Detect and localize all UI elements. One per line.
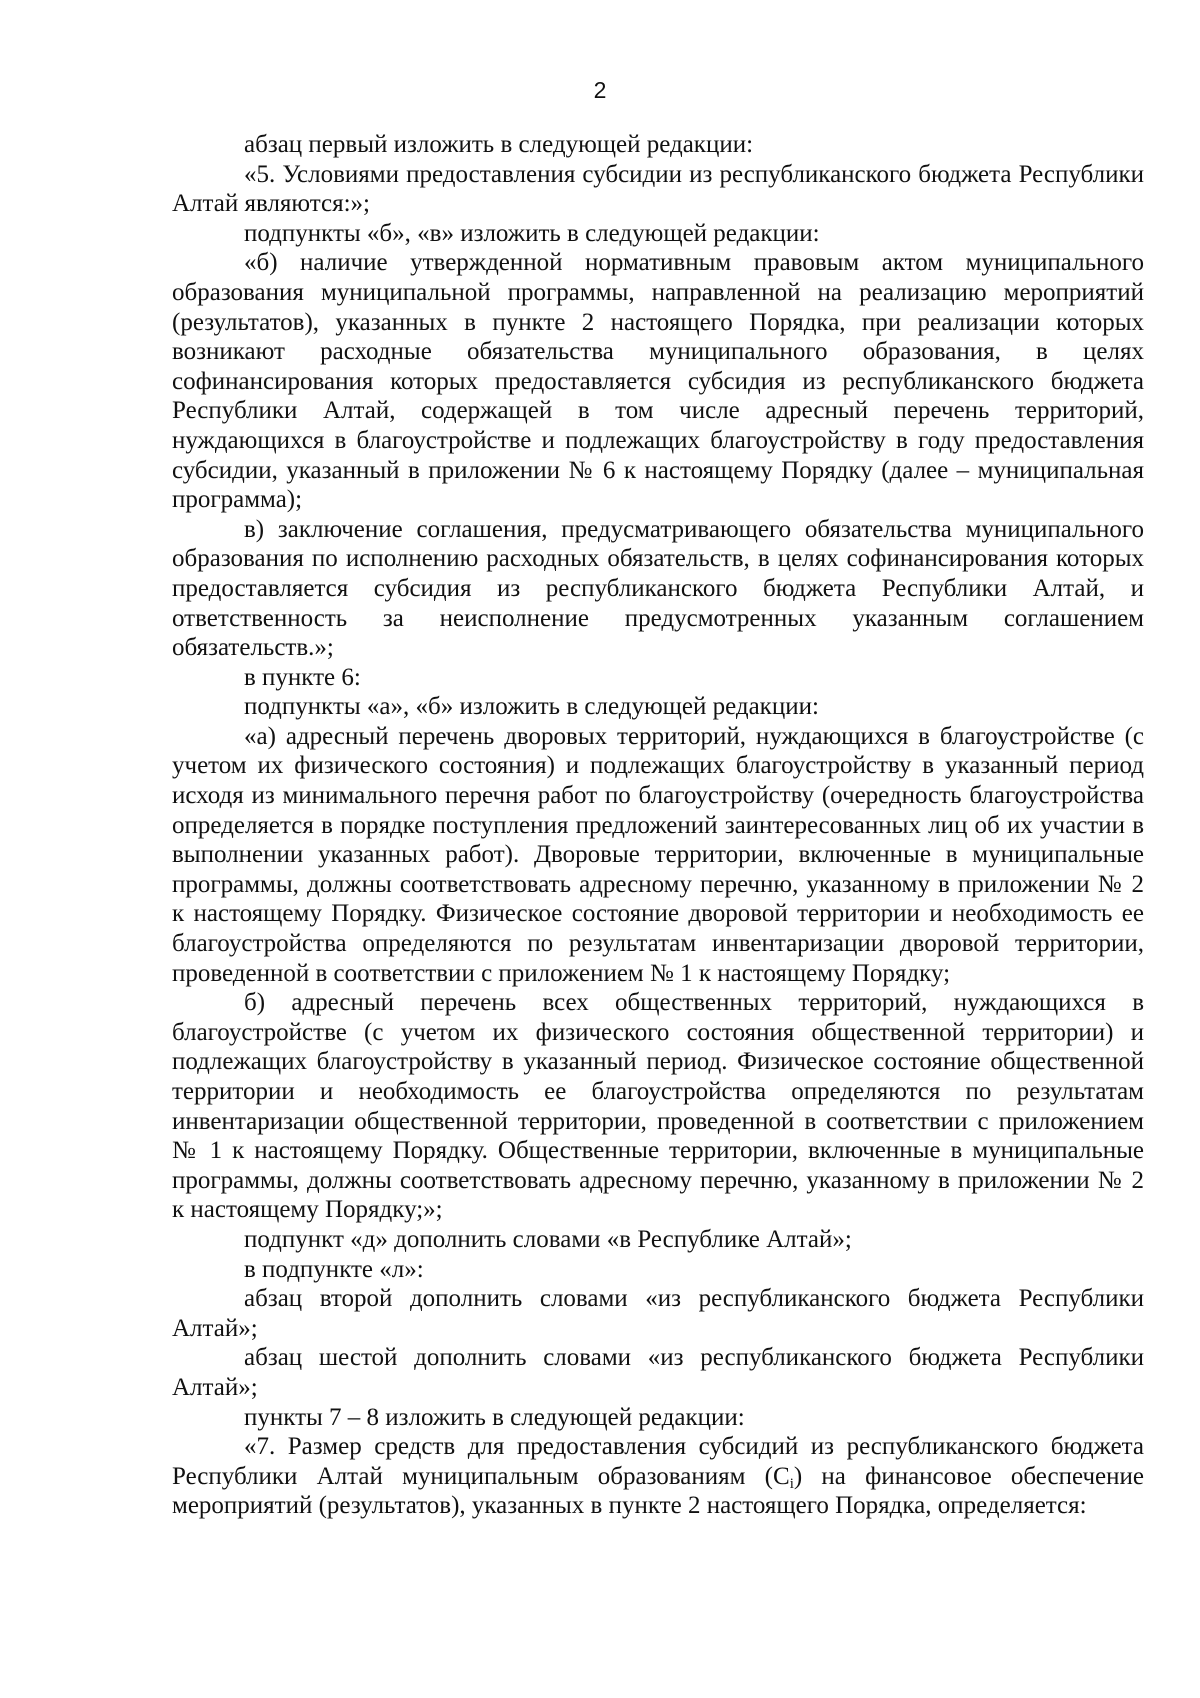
paragraph: подпункты «б», «в» изложить в следующей редакции: — [244, 219, 820, 247]
paragraph: абзац второй дополнить словами «из республиканского бюджета Республики Алтай»; — [172, 1285, 1144, 1342]
text-segment: ) на финансовое обеспечение мероприятий (результатов), указанных в пункте 2 настоящего Порядка, определяется: — [172, 1462, 1144, 1520]
paragraph: в пункте 6: — [244, 663, 361, 691]
paragraph: подпункт «д» дополнить словами «в Республике Алтай»; — [244, 1225, 852, 1253]
subscript-index: i — [789, 1475, 794, 1492]
paragraph: «5. Условиями предоставления субсидии из республиканского бюджета Республики Алтай являются:»; — [172, 160, 1144, 218]
paragraph-formula-intro — [172, 1432, 1144, 1521]
text-segment: «7. Размер средств для предоставления субсидий из республиканского бюджета Республики Алтай муниципальным образованиям (C — [172, 1433, 1144, 1490]
document-body — [172, 130, 1144, 1521]
paragraph: пункты 7 – 8 изложить в следующей редакции: — [244, 1403, 745, 1431]
paragraph: б) адресный перечень всех общественных территорий, нуждающихся в благоустройстве (с учетом их физического состояния общественной территории) и подлежащих благоустройству в указанный период. Физическое состояние общественной территории и необходимость ее благоустройства определяются по результатам инвентаризации общественной территории, проведенной в соответствии с приложением № 1 к настоящему Порядку. Общественные территории, включенные в муниципальные программы, должны соответствовать адресному перечню, указанному в приложении № 2 к настоящему Порядку;»; — [172, 989, 1144, 1224]
paragraph: в подпункте «л»: — [244, 1255, 424, 1283]
paragraph: подпункты «а», «б» изложить в следующей редакции: — [244, 693, 819, 721]
paragraph: «а) адресный перечень дворовых территорий, нуждающихся в благоустройстве (с учетом их физического состояния) и подлежащих благоустройству в указанный период исходя из минимального перечня работ по благоустройству (очередность благоустройства определяется в порядке поступления предложений заинтересованных лиц об их участии в выполнении указанных работ). Дворовые территории, включенные в муниципальные программы, должны соответствовать адресному перечню, указанному в приложении № 2 к настоящему Порядку. Физическое состояние дворовой территории и необходимость ее благоустройства определяются по результатам инвентаризации дворовой территории, проведенной в соответствии с приложением № 1 к настоящему Порядку; — [172, 722, 1144, 987]
paragraph: в) заключение соглашения, предусматривающего обязательства муниципального образования по исполнению расходных обязательств, в целях софинансирования которых предоставляется субсидия из республиканского бюджета Республики Алтай, и ответственность за неисполнение предусмотренных указанным соглашением обязательств.»; — [172, 515, 1144, 662]
page-number: 2 — [593, 77, 607, 103]
paragraph: абзац первый изложить в следующей редакции: — [244, 131, 754, 158]
paragraph: абзац шестой дополнить словами «из республиканского бюджета Республики Алтай»; — [172, 1344, 1144, 1401]
paragraph: «б) наличие утвержденной нормативным правовым актом муниципального образования муниципальной программы, направленной на реализацию мероприятий (результатов), указанных в пункте 2 настоящего Порядка, при реализации которых возникают расходные обязательства муниципального образования, в целях софинансирования которых предоставляется субсидия из республиканского бюджета Республики Алтай, содержащей в том числе адресный перечень территорий, нуждающихся в благоустройстве и подлежащих благоустройству в году предоставления субсидии, указанный в приложении № 6 к настоящему Порядку (далее – муниципальная программа); — [172, 249, 1144, 514]
